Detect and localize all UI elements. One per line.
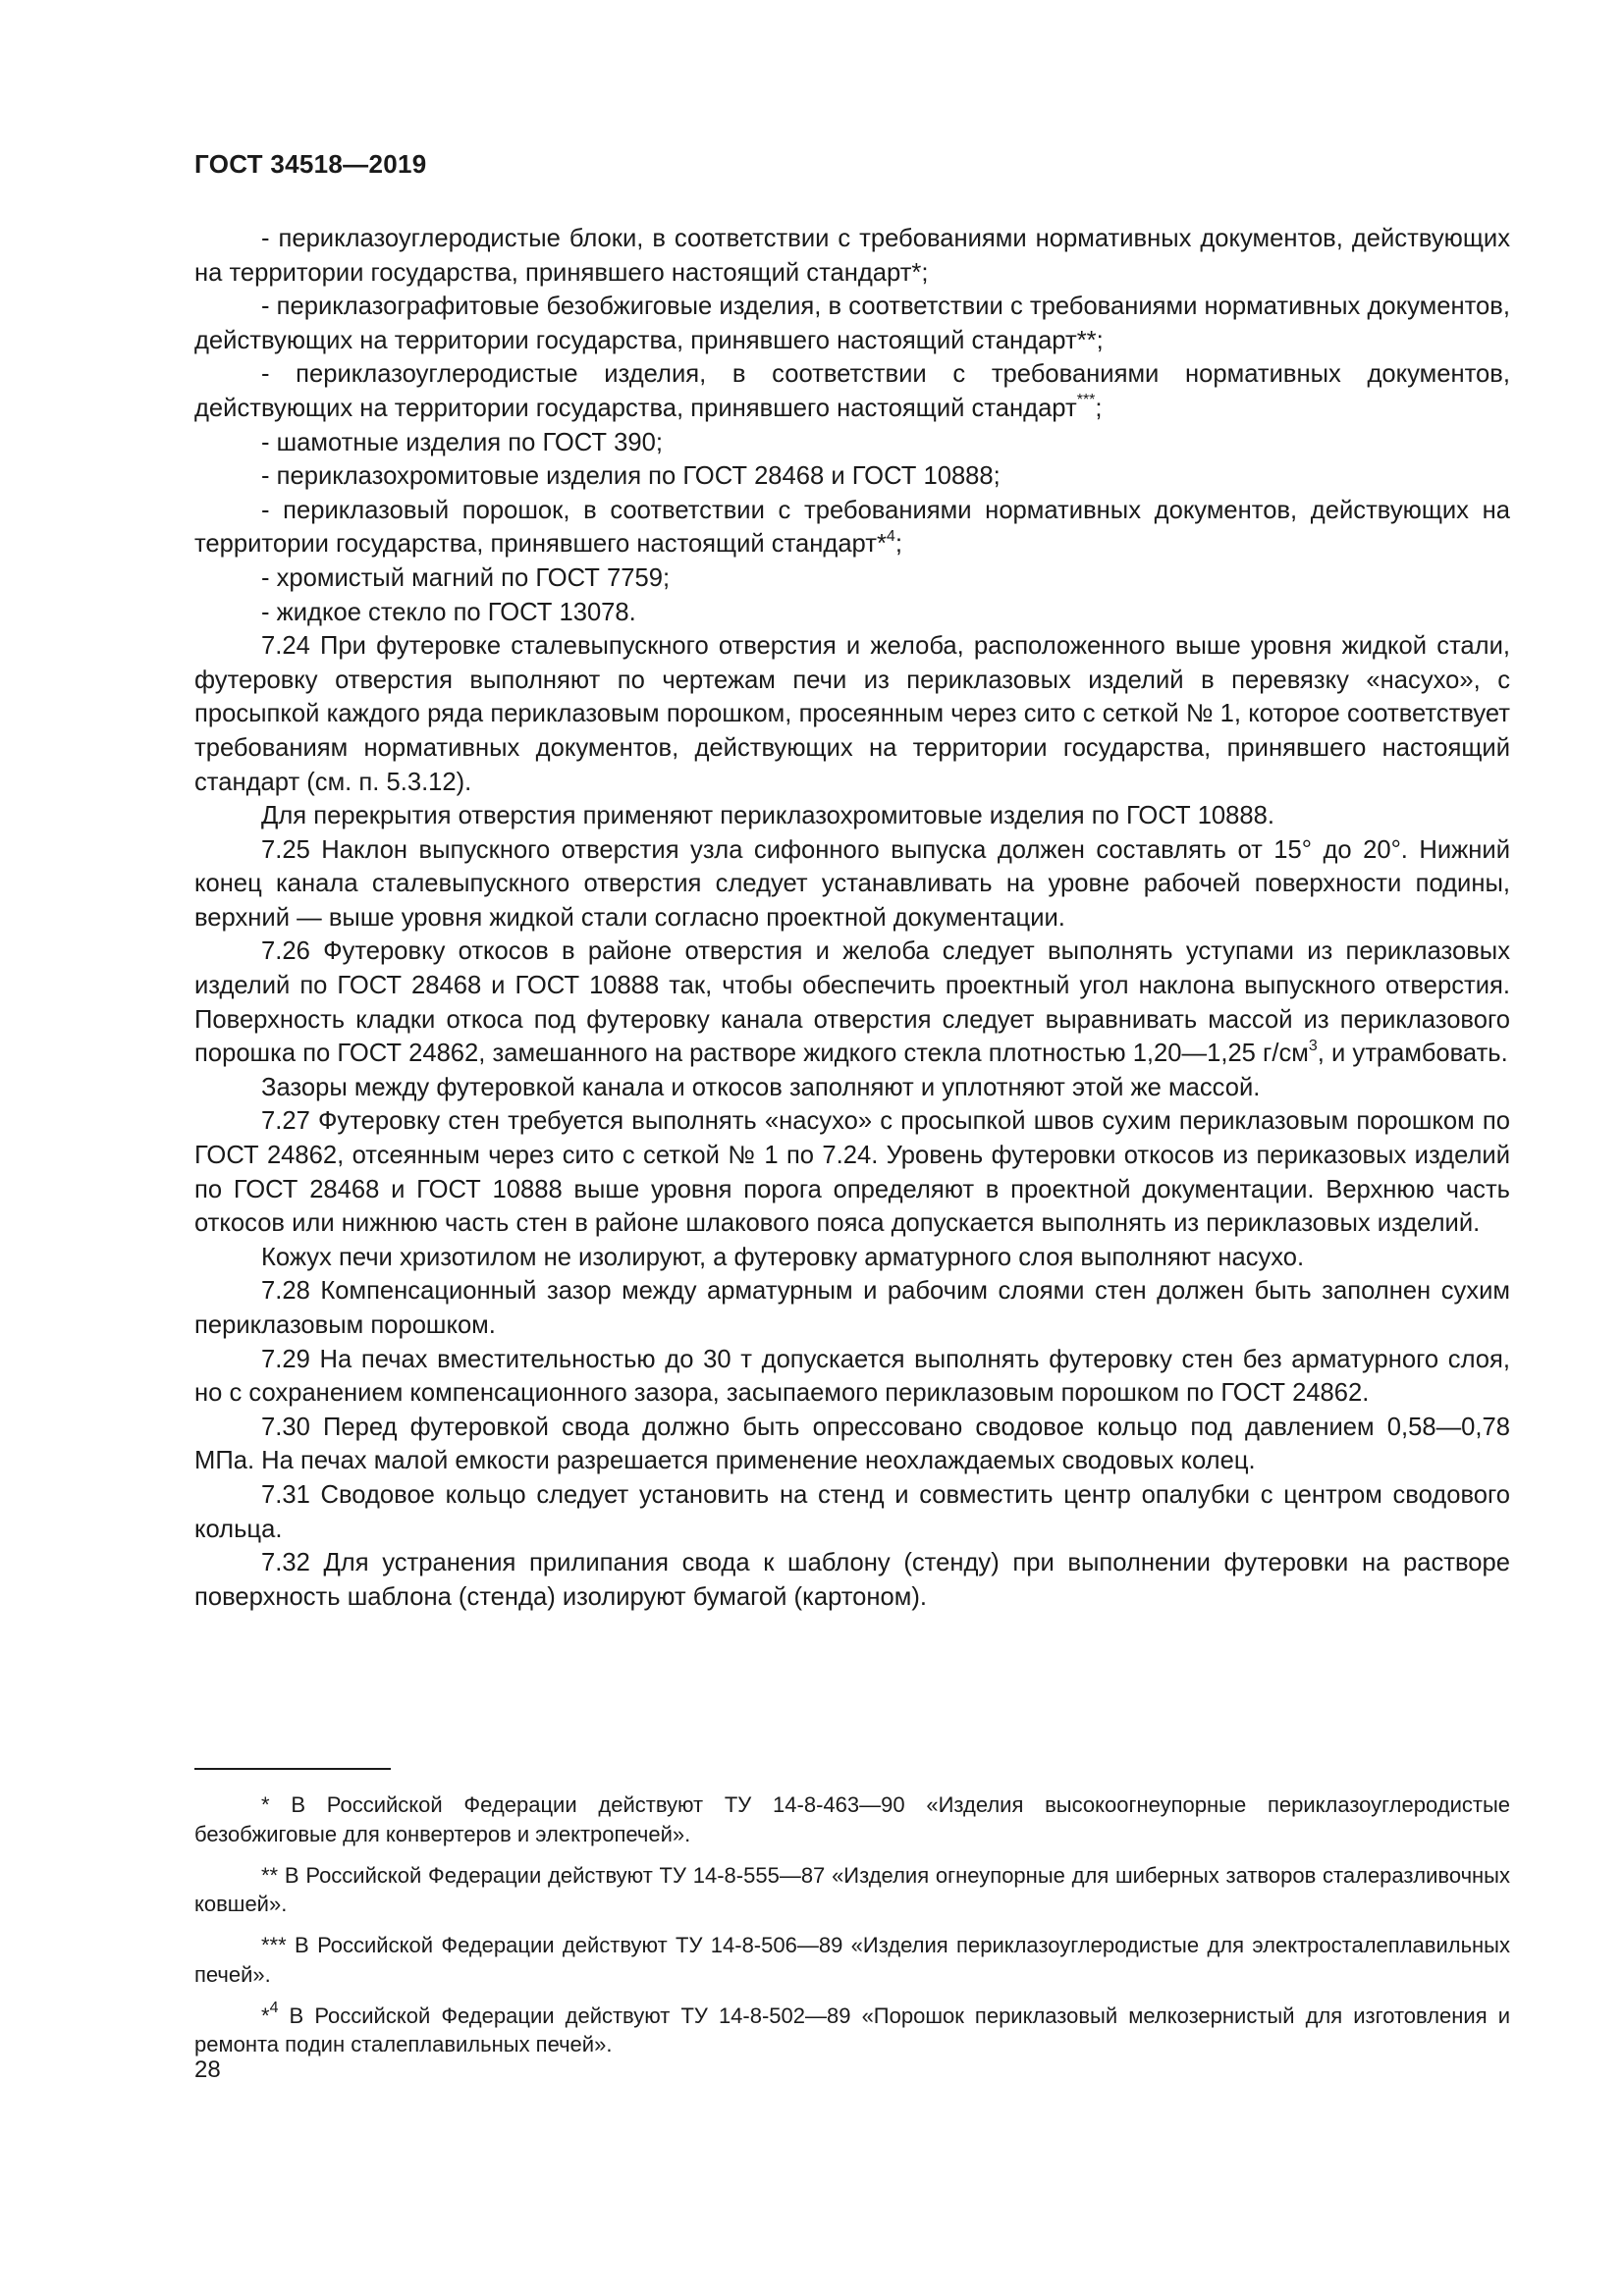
- unit-exponent: 3: [1308, 1037, 1318, 1054]
- list-item: - жидкое стекло по ГОСТ 13078.: [261, 598, 636, 626]
- clause-text: 7.26 Футеровку откосов в районе отверстия и желоба следует выполнять уступами из периклазовых изделий по ГОСТ 28468 и ГОСТ 10888 так, чтобы обеспечить проектный угол наклона выпускного отверстия. Поверхность кладки откоса под футеровку канала отверстия следует выравнивать массой из периклазового порошка по ГОСТ 24862, замешанного на растворе жидкого стекла плотностью 1,20—1,25 г/см: [194, 937, 1510, 1068]
- list-item: - периклазоуглеродистые блоки, в соответствии с требованиями нормативных документов, действующих на территории государства, принявшего настоящий стандарт*;: [194, 225, 1510, 287]
- paragraph: Кожух печи хризотилом не изолируют, а футеровку арматурного слоя выполняют насухо.: [261, 1243, 1305, 1271]
- footnote-text: В Российской Федерации действуют ТУ 14-8-502—89 «Порошок периклазовый мелкозернистый для изготовления и ремонта подин сталеплавильных печей».: [194, 2002, 1510, 2056]
- footnotes: [194, 1790, 1510, 2071]
- footnote: [194, 2002, 1510, 2059]
- footnote-reference: 4: [886, 527, 895, 545]
- clause-7-26: [194, 934, 1510, 1070]
- footnote-text: В Российской Федерации действуют ТУ 14-8-463—90 «Изделия высокоогнеупорные периклазоуглеродистые безобжиговые для конвертеров и электропечей».: [194, 1792, 1510, 1846]
- clause-7-24: 7.24 При футеровке сталевыпускного отверстия и желоба, расположенного выше уровня жидкой стали, футеровку отверстия выполняют по чертежам печи из периклазовых изделий в перевязку «насухо», с просыпкой каждого ряда периклазовым порошком, просеянным через сито с сеткой № 1, которое соответствует требованиям нормативных документов, действующих на территории государства, принявшего настоящий стандарт (см. п. 5.3.12).: [194, 632, 1510, 796]
- list-item: [194, 357, 1510, 425]
- list-item-end: ;: [894, 530, 902, 559]
- clause-text-end: , и утрамбовать.: [1317, 1040, 1508, 1068]
- list-item: - периклазохромитовые изделия по ГОСТ 28468 и ГОСТ 10888;: [261, 462, 1001, 491]
- footnote-mark: ***: [261, 1933, 287, 1957]
- footnote-text: В Российской Федерации действуют ТУ 14-8-555—87 «Изделия огнеупорные для шиберных затворов сталеразливочных ковшей».: [194, 1862, 1510, 1916]
- footnote-mark: **: [261, 1862, 279, 1888]
- clause-7-30: 7.30 Перед футеровкой свода должно быть опрессовано сводовое кольцо под давлением 0,58—0,78 МПа. На печах малой емкости разрешается применение неохлаждаемых сводовых колец.: [194, 1413, 1510, 1475]
- footnote-mark-number: 4: [269, 2000, 279, 2017]
- list-item: [194, 494, 1510, 561]
- list-item: - периклазографитовые безобжиговые изделия, в соответствии с требованиями нормативных документов, действующих на территории государства, принявшего настоящий стандарт**;: [194, 293, 1510, 354]
- clause-7-25: 7.25 Наклон выпускного отверстия узла сифонного выпуска должен составлять от 15° до 20°. Нижний конец канала сталевыпускного отверстия следует устанавливать на уровне рабочей поверхности подины, верхний — выше уровня жидкой стали согласно проектной документации.: [194, 835, 1510, 932]
- clause-7-31: 7.31 Сводовое кольцо следует установить на стенд и совместить центр опалубки с центром сводового кольца.: [194, 1480, 1510, 1543]
- list-item: - шамотные изделия по ГОСТ 390;: [261, 428, 663, 456]
- page-header-standard-title: ГОСТ 34518—2019: [194, 149, 427, 179]
- list-item-end: ;: [1095, 394, 1103, 422]
- list-item: - хромистый магний по ГОСТ 7759;: [261, 563, 671, 592]
- footnote-text: В Российской Федерации действуют ТУ 14-8-506—89 «Изделия периклазоуглеродистые для электросталеплавильных печей».: [194, 1933, 1510, 1987]
- list-item-text: - периклазовый порошок, в соответствии с требованиями нормативных документов, действующих на территории государства, принявшего настоящий стандарт*: [194, 496, 1510, 559]
- footnote: [194, 1931, 1510, 1989]
- page-number: 28: [194, 2056, 221, 2083]
- clause-7-32: 7.32 Для устранения прилипания свода к шаблону (стенду) при выполнении футеровки на растворе поверхность шаблона (стенда) изолируют бумагой (картоном).: [194, 1549, 1510, 1611]
- footnote: [194, 1861, 1510, 1919]
- clause-7-28: 7.28 Компенсационный зазор между арматурным и рабочим слоями стен должен быть заполнен сухим периклазовым порошком.: [194, 1277, 1510, 1339]
- footnote-mark: *: [261, 1792, 270, 1817]
- clause-7-27: 7.27 Футеровку стен требуется выполнять «насухо» с просыпкой швов сухим периклазовым порошком по ГОСТ 24862, отсеянным через сито с сеткой № 1 по 7.24. Уровень футеровки откосов из периказовых изделий по ГОСТ 28468 и ГОСТ 10888 выше уровня порога определяют в проектной документации. Верхнюю часть откосов или нижнюю часть стен в районе шлакового пояса допускается выполнять из периклазовых изделий.: [194, 1107, 1510, 1238]
- clause-7-29: 7.29 На печах вместительностью до 30 т допускается выполнять футеровку стен без арматурного слоя, но с сохранением компенсационного зазора, засыпаемого периклазовым порошком по ГОСТ 24862.: [194, 1345, 1510, 1408]
- footnote-mark: *: [261, 2002, 270, 2028]
- footnote: [194, 1790, 1510, 1848]
- footnote-reference: ***: [1076, 392, 1096, 409]
- document-body: [194, 222, 1510, 1614]
- footnote-divider: [194, 1768, 391, 1770]
- paragraph: Для перекрытия отверстия применяют периклазохромитовые изделия по ГОСТ 10888.: [261, 802, 1274, 830]
- list-item-text: - периклазоуглеродистые изделия, в соответствии с требованиями нормативных документов, действующих на территории государства, принявшего настоящий стандарт: [194, 360, 1510, 422]
- paragraph: Зазоры между футеровкой канала и откосов заполняют и уплотняют этой же массой.: [261, 1073, 1261, 1101]
